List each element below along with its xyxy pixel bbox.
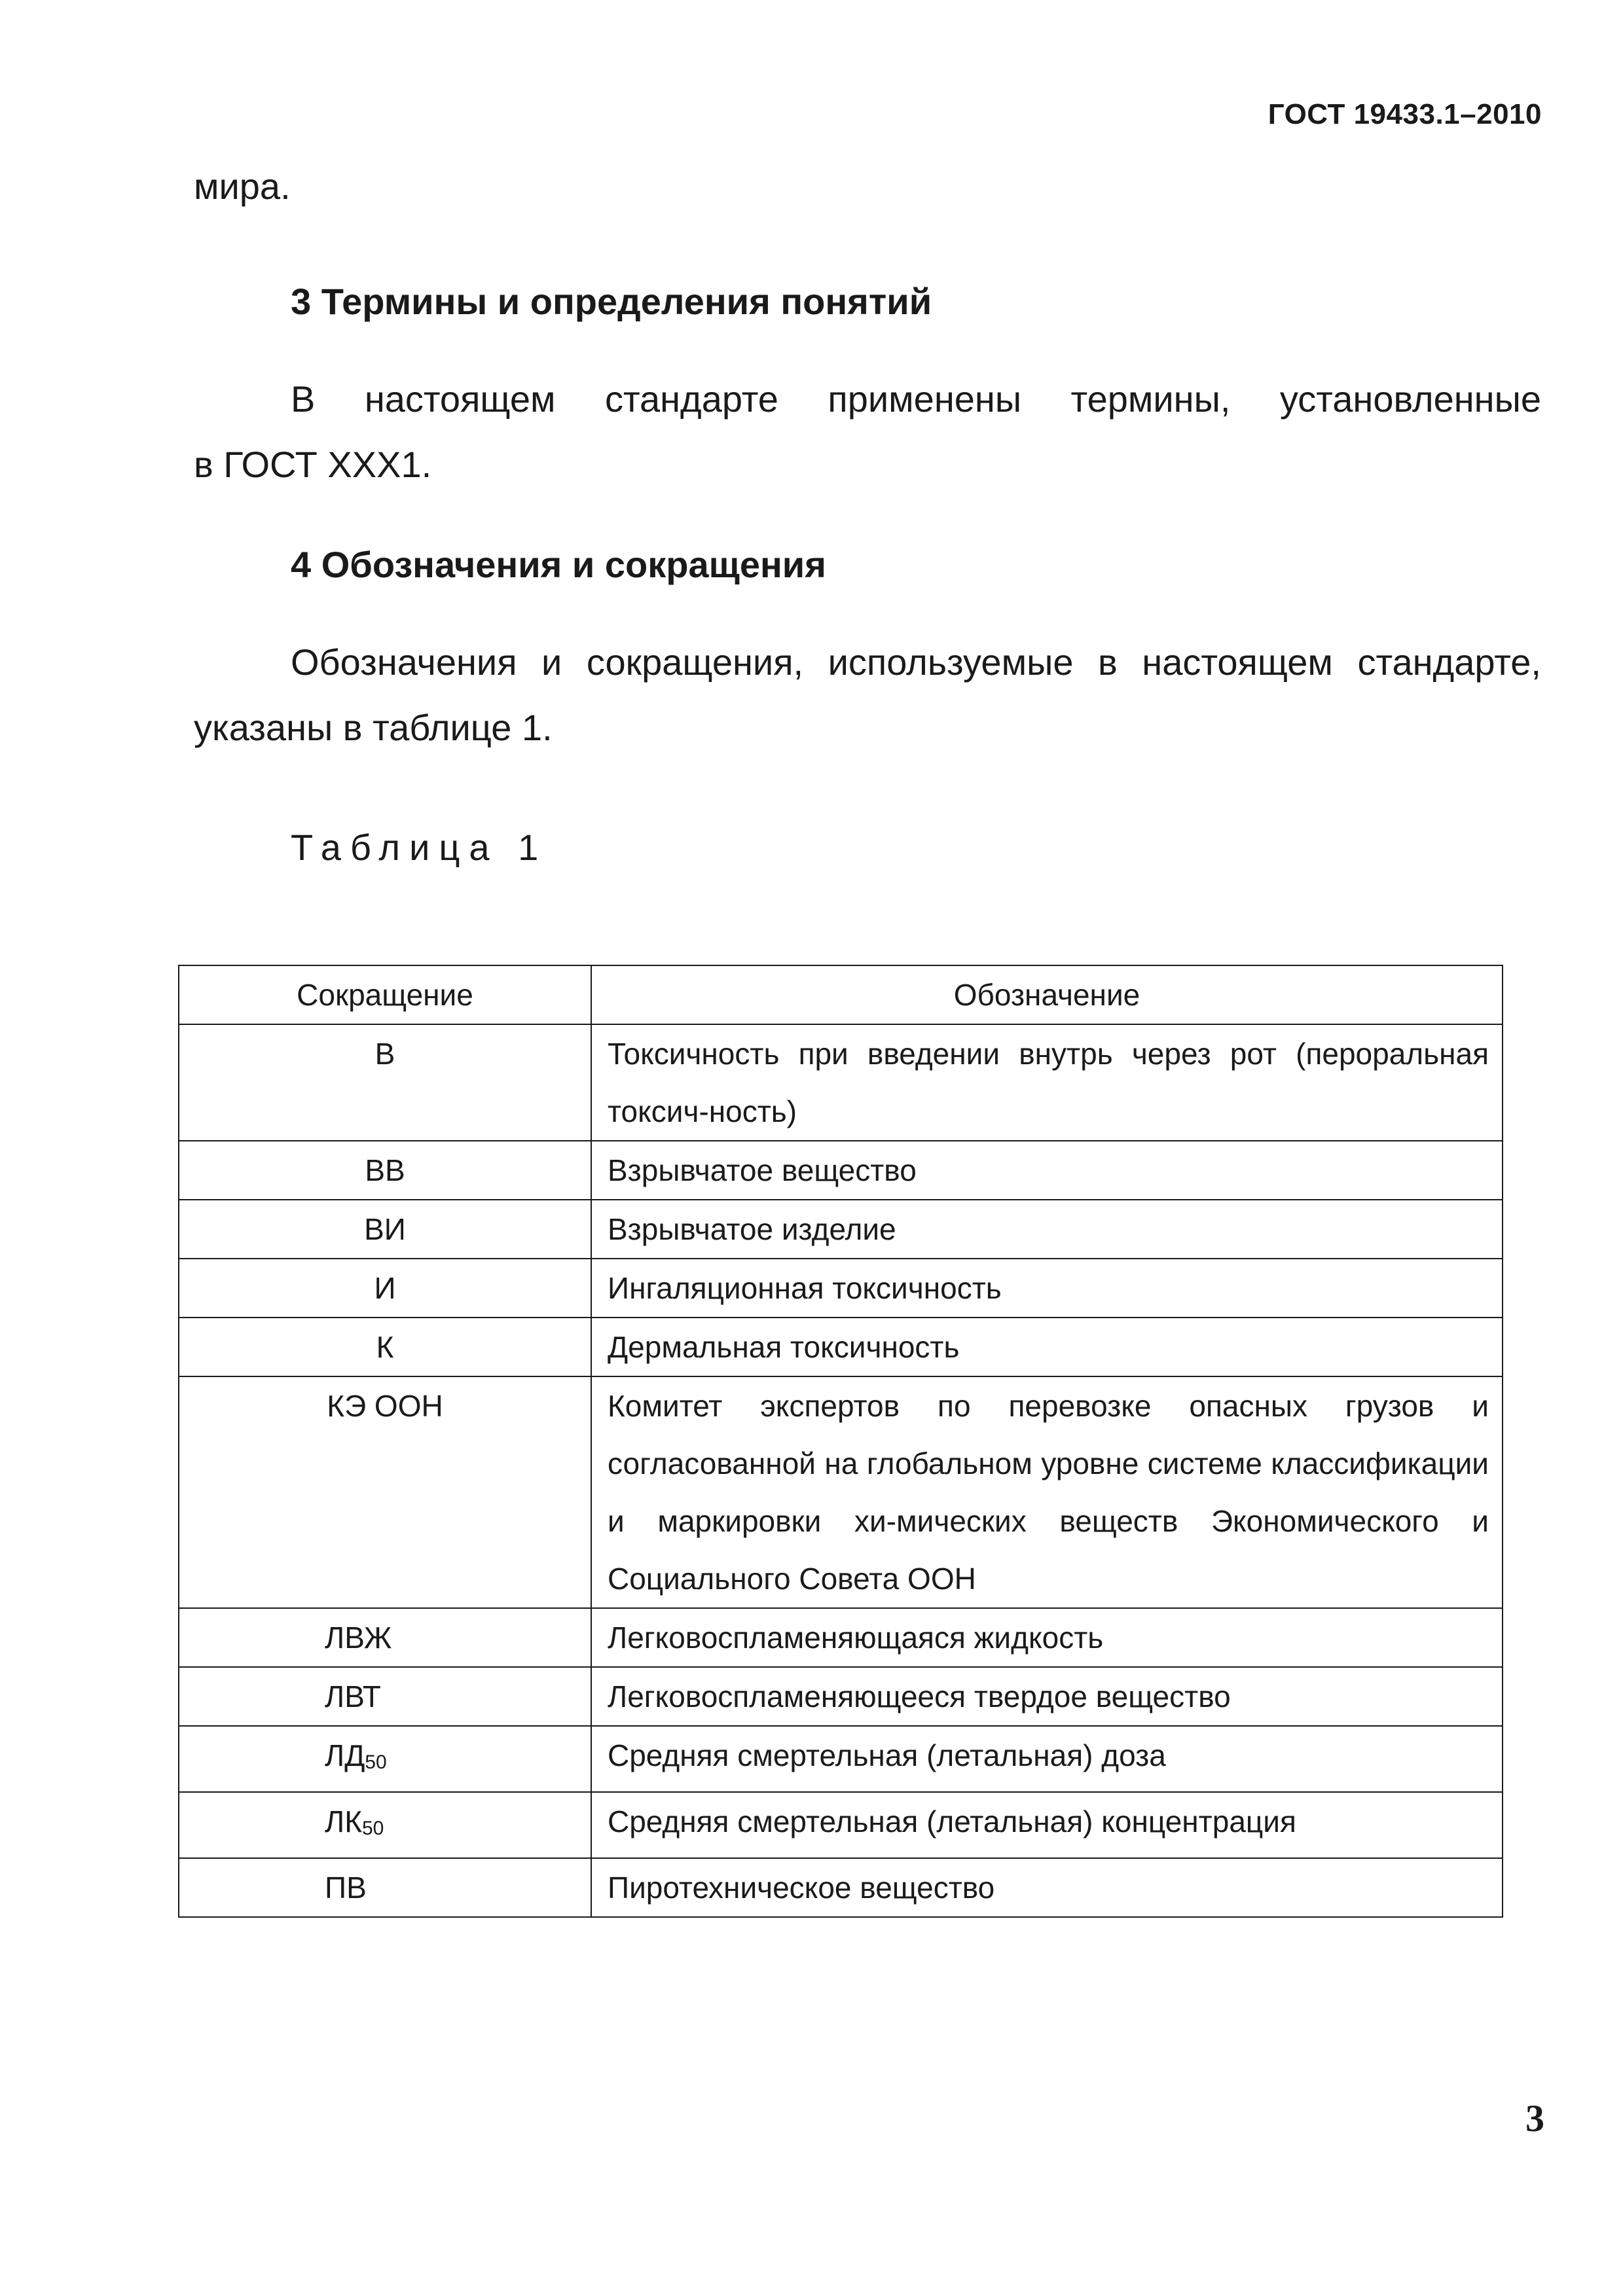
designation-cell: Взрывчатое изделие	[591, 1200, 1503, 1259]
abbreviations-table	[178, 965, 1503, 1918]
section-3-paragraph-line-1: В настоящем стандарте применены термины, установленные	[291, 378, 1541, 420]
header-abbreviation: Сокращение	[179, 965, 591, 1024]
abbreviation-cell: И	[179, 1259, 591, 1318]
abbreviation-cell: ВВ	[179, 1141, 591, 1200]
continuation-text: мира.	[194, 166, 291, 207]
section-4-paragraph	[194, 630, 1541, 761]
table-row	[179, 1200, 1503, 1259]
section-4-paragraph-line-2: указаны в таблице 1.	[194, 707, 553, 748]
page-number: 3	[1525, 2097, 1544, 2140]
designation-cell: Взрывчатое вещество	[591, 1141, 1503, 1200]
abbreviation-subscript: 50	[361, 1818, 384, 1839]
section-3-paragraph	[194, 367, 1541, 497]
abbreviation-cell: ЛВТ	[179, 1667, 591, 1726]
table-row	[179, 1141, 1503, 1200]
header-designation: Обозначение	[591, 965, 1503, 1024]
table-row	[179, 1726, 1503, 1792]
designation-cell: Токсичность при введении внутрь через рот (пероральная токсич-ность)	[591, 1024, 1503, 1141]
table-row	[179, 1318, 1503, 1376]
designation-cell: Легковоспламеняющееся твердое вещество	[591, 1667, 1503, 1726]
table-row	[179, 1608, 1503, 1667]
table-caption: Таблица 1	[291, 827, 548, 868]
table-header-row	[179, 965, 1503, 1024]
abbreviation-cell	[179, 1792, 591, 1858]
section-3-paragraph-line-2: в ГОСТ XXX1.	[194, 444, 432, 485]
table-row	[179, 1376, 1503, 1608]
designation-cell: Средняя смертельная (летальная) доза	[591, 1726, 1503, 1792]
abbreviation-cell: ВИ	[179, 1200, 591, 1259]
designation-cell: Легковоспламеняющаяся жидкость	[591, 1608, 1503, 1667]
designation-cell: Ингаляционная токсичность	[591, 1259, 1503, 1318]
abbreviation-cell: ЛВЖ	[179, 1608, 591, 1667]
designation-cell: Средняя смертельная (летальная) концентрация	[591, 1792, 1503, 1858]
table-row	[179, 1667, 1503, 1726]
table-row	[179, 1259, 1503, 1318]
designation-cell: Дермальная токсичность	[591, 1318, 1503, 1376]
abbreviation-text: ЛК	[325, 1804, 362, 1839]
abbreviation-cell: КЭ ООН	[179, 1376, 591, 1608]
section-3-heading: 3 Термины и определения понятий	[291, 281, 932, 322]
designation-cell: Пиротехническое вещество	[591, 1858, 1503, 1917]
abbreviation-cell: ПВ	[179, 1858, 591, 1917]
designation-cell: Комитет экспертов по перевозке опасных грузов и согласованной на глобальном уровне системе классификации и маркировки хи-мических веществ Экономического и Социального Совета ООН	[591, 1376, 1503, 1608]
section-4-paragraph-line-1: Обозначения и сокращения, используемые в настоящем стандарте,	[291, 641, 1541, 683]
abbreviation-cell: К	[179, 1318, 591, 1376]
table-row	[179, 1792, 1503, 1858]
document-code: ГОСТ 19433.1–2010	[1267, 98, 1542, 130]
abbreviation-cell: В	[179, 1024, 591, 1141]
table-row	[179, 1024, 1503, 1141]
abbreviation-cell	[179, 1726, 591, 1792]
section-4-heading: 4 Обозначения и сокращения	[291, 544, 826, 585]
table-row	[179, 1858, 1503, 1917]
abbreviation-text: ЛД	[325, 1738, 365, 1772]
abbreviation-subscript: 50	[365, 1751, 387, 1773]
